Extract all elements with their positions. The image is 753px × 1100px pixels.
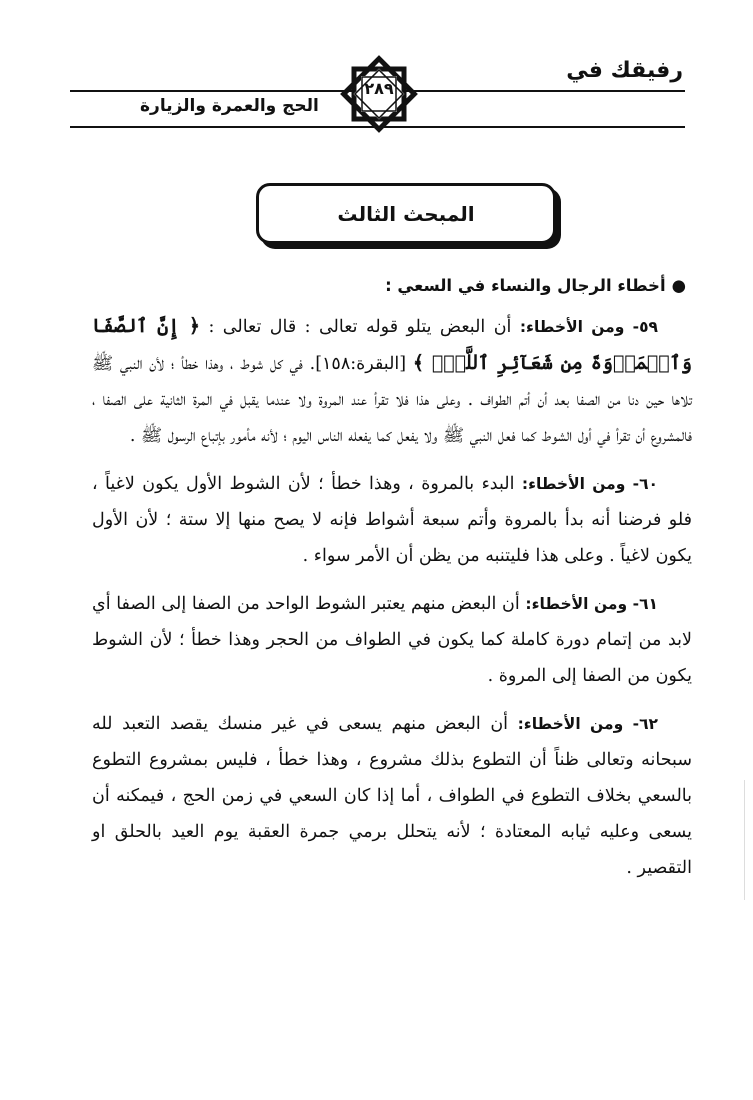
section-title: المبحث الثالث [337, 201, 475, 226]
scan-margin-line [744, 780, 745, 900]
running-header-title: رفيقك في [566, 58, 683, 83]
subheading-text: أخطاء الرجال والنساء في السعي : [385, 276, 666, 295]
paragraph-62-label: ٦٢- ومن الأخطاء: [517, 715, 658, 733]
paragraph-61-text: أن البعض منهم يعتبر الشوط الواحد من الصفا إلى الصفا أي لابد من إتمام دورة كاملة كما يكون في الطواف من الحجر وهذا خطأ ؛ لأن الشوط يكون من الصفا إلى المروة . [92, 594, 692, 686]
paragraph-59-label: ٥٩- ومن الأخطاء: [519, 318, 658, 336]
paragraph-62 [92, 706, 692, 886]
paragraph-61-label: ٦١- ومن الأخطاء: [525, 595, 658, 613]
paragraph-61 [92, 586, 692, 694]
page-body [92, 268, 692, 898]
bullet-icon: ● [671, 276, 686, 295]
paragraph-62-text: أن البعض منهم يسعى في غير منسك يقصد التعبد لله سبحانه وتعالى ظناً أن التطوع بذلك مشروع ، وهذا خطأ ، فليس بمشروع التطوع بالسعي بخلاف التطوع في الطواف ، أما إذا كان السعي في زمن الحج ، فيمكنه أن يسعى وعليه ثيابه المعتادة ؛ لأنه يتحلل برمي جمرة العقبة يوم العيد بالحلق او التقصير . [92, 714, 692, 878]
paragraph-59-text: أن البعض يتلو قوله تعالى : قال تعالى : [200, 317, 520, 337]
subheading [92, 268, 692, 304]
page-number: ٢٨٩ [364, 79, 394, 98]
paragraph-60-label: ٦٠- ومن الأخطاء: [521, 475, 658, 493]
paragraph-59 [92, 308, 692, 454]
paragraph-59-text-cont: [البقرة:١٥٨]. في كل شوط ، وهذا خطأ ؛ لأن النبي ﷺ تلاها حين دنا من الصفا بعد أن أتم الطواف . وعلى هذا فلا تقرأ عند المروة ولا عندما يقبل في المرة الثانية على الصفا ، فالمشروع أن تقرأ في أول الشوط كما فعل النبي ﷺ ولا يفعل كما يفعله الناس اليوم ؛ لأنه مأمور بإتباع الرسول ﷺ . [92, 354, 692, 446]
quran-verse: ﴿ إِنَّ ٱلصَّفَا وَٱلۡمَرۡوَةَ مِن شَعَآئِرِ ٱللَّهِۖ ﴾ [92, 315, 692, 374]
running-header-subtitle: الحج والعمرة والزيارة [140, 96, 319, 116]
paragraph-60-text: البدء بالمروة ، وهذا خطأ ؛ لأن الشوط الأول يكون لاغياً ، فلو فرضنا أنه بدأ بالمروة وأتم سبعة أشواط فإنه لا يصح منها إلا ستة ؛ لأن الأول يكون لاغياً . وعلى هذا فليتنبه من يظن أن الأمر سواء . [92, 474, 692, 566]
section-title-box [256, 183, 556, 244]
paragraph-60 [92, 466, 692, 574]
